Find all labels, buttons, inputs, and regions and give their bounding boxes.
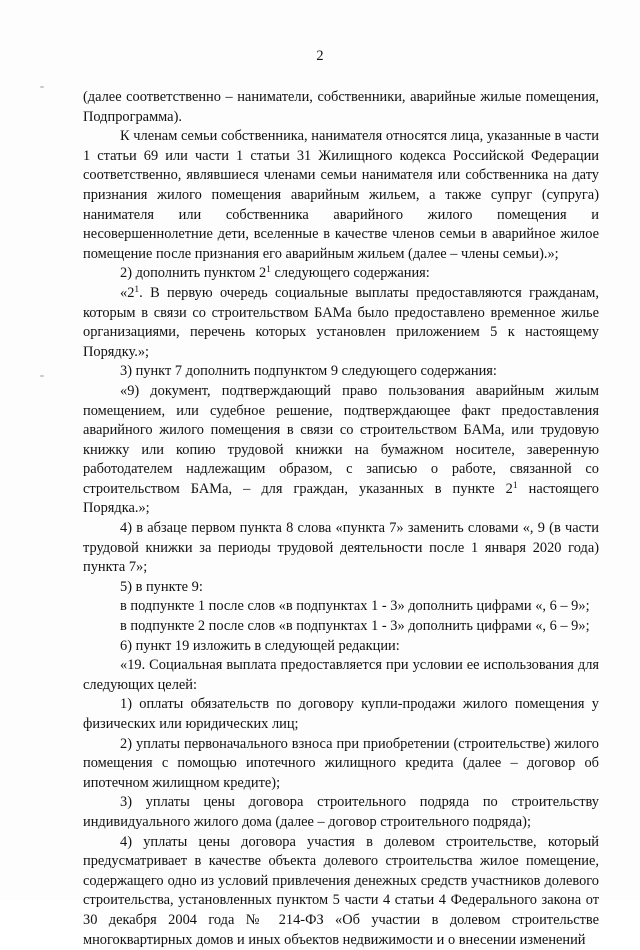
paragraph: 2) уплаты первоначального взноса при приобретении (строительстве) жилого помещения с помощью ипотечного жилищного кредита (далее – договор об ипотечном жилищном кредите); xyxy=(83,735,599,791)
paragraph: 5) в пункте 9: xyxy=(120,578,203,595)
paragraph: К членам семьи собственника, нанимателя относятся лица, указанные в части 1 статьи 69 или части 1 статьи 31 Жилищного кодекса Российской Федерации соответственно, являвшиеся членами семьи нанимателя или собственника на дату признания жилого помещения аварийным жильем, а также супруг (супруга) нанимателя или собственника аварийного жилого помещения и несовершеннолетние дети, вселенные в качестве членов семьи в аварийное жилое помещение после признания его аварийным жильем (далее – члены семьи).»; xyxy=(83,128,599,262)
paragraph: 3) уплаты цены договора строительного подряда по строительству индивидуального жилого дома (далее – договор строительного подряда); xyxy=(83,794,599,830)
paragraph-text: «9) документ, подтверждающий право пользования аварийным жилым помещением, или судебное решение, подтверждающее факт предоставления аварийного жилого помещения в связи со строительством БАМа, или трудовую книжку или копию трудовой книжки на бумажном носителе, заверенную работодателем надлежащим образом, с записью о работе, связанной со строительством БАМа, – для граждан, указанных в пункте 2 xyxy=(83,382,599,497)
scan-artifact xyxy=(40,375,44,377)
paragraph xyxy=(83,382,599,519)
paragraph: (далее соответственно – наниматели, собственники, аварийные жилые помещения, Подпрограмма). xyxy=(83,89,599,125)
paragraph-text: настоящего Порядка.»; xyxy=(83,480,599,517)
paragraph-text: «2 xyxy=(120,284,135,301)
superscript: 1 xyxy=(512,480,518,491)
paragraph-text: 2) дополнить пунктом 2 xyxy=(120,265,267,282)
paragraph: 1) оплаты обязательств по договору купли-продажи жилого помещения у физических или юридических лиц; xyxy=(83,696,599,732)
paragraph: 6) пункт 19 изложить в следующей редакции: xyxy=(120,637,400,654)
paragraph: в подпункте 1 после слов «в подпунктах 1 - 3» дополнить цифрами «, 6 – 9»; xyxy=(120,598,590,615)
document-body xyxy=(83,88,599,950)
paragraph xyxy=(83,264,599,284)
paragraph-text: следующего содержания: xyxy=(270,265,430,282)
superscript: 1 xyxy=(266,265,271,276)
scan-artifact xyxy=(40,86,44,88)
paragraph-text: . В первую очередь социальные выплаты предоставляются гражданам, которым в связи со строительством БАМа было предоставлено временное жилье организациями, перечень которых установлен приложением 5 к настоящему Порядку.»; xyxy=(83,284,599,360)
paragraph: «19. Социальная выплата предоставляется при условии ее использования для следующих целей: xyxy=(83,657,599,693)
paragraph xyxy=(83,284,599,362)
paragraph: в подпункте 2 после слов «в подпунктах 1 - 3» дополнить цифрами «, 6 – 9»; xyxy=(120,618,590,635)
paragraph: 3) пункт 7 дополнить подпунктом 9 следующего содержания: xyxy=(120,363,497,380)
paragraph: 4) в абзаце первом пункта 8 слова «пункта 7» заменить словами «, 9 (в части трудовой книжки за периоды трудовой деятельности после 1 января 2020 года) пункта 7»; xyxy=(83,520,599,576)
page-number: 2 xyxy=(316,48,324,64)
superscript: 1 xyxy=(134,284,140,295)
paragraph: 4) уплаты цены договора участия в долевом строительстве, который предусматривает в качестве объекта долевого строительства жилое помещение, содержащего одно из условий привлечения денежных средств участников долевого строительства, установленных пунктом 5 части 4 статьи 4 Федерального закона от 30 декабря 2004 года № 214-ФЗ «Об участии в долевом строительстве многоквартирных домов и иных объектов недвижимости и о внесении изменений xyxy=(83,833,599,948)
